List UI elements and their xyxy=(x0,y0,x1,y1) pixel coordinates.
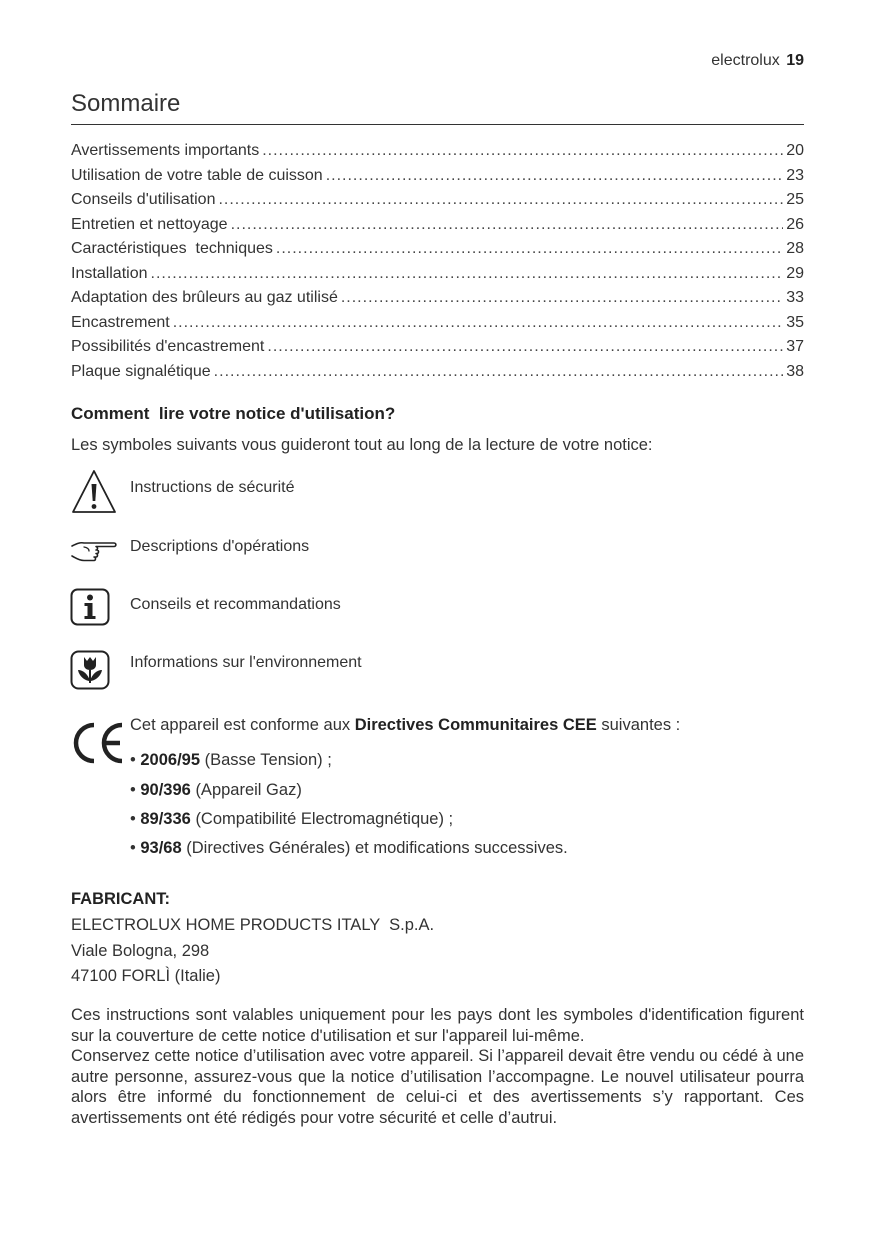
toc-label: Entretien et nettoyage xyxy=(71,215,228,233)
toc-label: Avertissements importants xyxy=(71,142,260,159)
directive-item: • 93/68 (Directives Générales) et modifications successives. xyxy=(130,839,568,857)
symbol-label: Descriptions d'opérations xyxy=(130,538,310,555)
directive-desc: (Basse Tension) ; xyxy=(204,751,332,769)
brand-name: electrolux xyxy=(711,52,780,69)
toc-label: Utilisation de votre table de cuisson xyxy=(71,166,323,184)
title-divider xyxy=(71,124,804,125)
toc-page: 25 xyxy=(786,191,804,208)
toc-page: 28 xyxy=(786,240,804,257)
directive-item: • 90/396 (Appareil Gaz) xyxy=(130,781,302,799)
warning-triangle-icon xyxy=(70,468,118,516)
keep-manual-paragraph: Conservez cette notice d’utilisation avec votre appareil. Si l’appareil devait être vendu ou cédé à une autre personne, assurez-vous que la notice d’utilisation l’accompagne. Le nouvel utilisateur pourra alors être informé du fonctionnement de celui-ci et des avertissements s’y rapportant. Ces avertissements ont été rédigés pour votre sécurité et celle d’autrui. xyxy=(71,1047,804,1127)
symbol-label: Informations sur l'environnement xyxy=(130,654,362,671)
pointing-hand-icon xyxy=(70,538,118,562)
directive-code: 89/336 xyxy=(140,810,191,828)
section-heading: Comment lire votre notice d'utilisation? xyxy=(71,404,396,423)
toc-entry[interactable] xyxy=(71,142,804,167)
environment-icon xyxy=(70,650,110,690)
manufacturer-name: ELECTROLUX HOME PRODUCTS ITALY S.p.A. xyxy=(71,916,435,934)
directive-code: 2006/95 xyxy=(140,751,201,769)
toc-leader xyxy=(231,216,784,234)
validity-paragraph: Ces instructions sont valables uniquement pour les pays dont les symboles d'identification figurent sur la couverture de cette notice d'utilisation et sur l'appareil lui-même. xyxy=(71,1006,804,1045)
toc-leader xyxy=(151,265,784,283)
toc-leader xyxy=(276,240,783,258)
toc-page: 29 xyxy=(786,264,804,282)
toc-label: Caractéristiques techniques xyxy=(71,240,273,257)
symbol-label: Instructions de sécurité xyxy=(130,479,295,496)
toc-page: 20 xyxy=(786,142,804,159)
toc-label: Conseils d'utilisation xyxy=(71,191,216,208)
toc-leader xyxy=(267,338,783,356)
info-icon xyxy=(70,588,110,626)
page-title: Sommaire xyxy=(71,90,181,117)
toc-label: Plaque signalétique xyxy=(71,362,211,380)
directive-code: 90/396 xyxy=(140,781,191,799)
toc-label: Adaptation des brûleurs au gaz utilisé xyxy=(71,289,338,306)
toc-leader xyxy=(173,314,783,332)
manufacturer-city: 47100 FORLÌ (Italie) xyxy=(71,967,221,985)
toc-page: 23 xyxy=(786,166,804,184)
toc-leader xyxy=(218,191,783,209)
toc-entry[interactable] xyxy=(71,191,804,216)
toc-page: 26 xyxy=(786,215,804,233)
manufacturer-heading: FABRICANT: xyxy=(71,890,170,908)
toc-entry[interactable] xyxy=(71,314,804,339)
page-number: 19 xyxy=(786,52,804,69)
toc-entry[interactable] xyxy=(71,265,804,290)
directive-item: • 89/336 (Compatibilité Electromagnétique) ; xyxy=(130,810,454,828)
toc-label: Possibilités d'encastrement xyxy=(71,338,265,355)
toc-leader xyxy=(214,363,784,381)
toc-page: 37 xyxy=(786,338,804,355)
toc-page: 35 xyxy=(786,313,804,331)
symbol-label: Conseils et recommandations xyxy=(130,596,341,613)
page-header xyxy=(711,52,804,70)
toc-entry[interactable] xyxy=(71,240,804,265)
ce-mark-icon xyxy=(70,720,128,766)
section-intro: Les symboles suivants vous guideront tout au long de la lecture de votre notice: xyxy=(71,436,653,454)
directive-desc: (Directives Générales) et modifications successives. xyxy=(186,839,568,857)
manufacturer-street: Viale Bologna, 298 xyxy=(71,942,210,960)
directive-desc: (Compatibilité Electromagnétique) ; xyxy=(195,810,454,828)
toc-leader xyxy=(341,289,783,307)
toc-entry[interactable] xyxy=(71,167,804,192)
directive-item: • 2006/95 (Basse Tension) ; xyxy=(130,751,332,769)
directive-desc: (Appareil Gaz) xyxy=(195,781,302,799)
toc-entry[interactable] xyxy=(71,363,804,388)
toc-page: 33 xyxy=(786,289,804,306)
toc-entry[interactable] xyxy=(71,216,804,241)
toc-entry[interactable] xyxy=(71,289,804,314)
toc-entry[interactable] xyxy=(71,338,804,363)
toc-leader xyxy=(326,167,784,185)
toc-leader xyxy=(262,142,783,160)
ce-intro: Cet appareil est conforme aux Directives Communitaires CEE suivantes : xyxy=(130,716,681,734)
toc-label: Installation xyxy=(71,264,148,282)
directive-code: 93/68 xyxy=(140,839,182,857)
table-of-contents xyxy=(71,142,804,387)
toc-label: Encastrement xyxy=(71,313,170,331)
toc-page: 38 xyxy=(786,362,804,380)
